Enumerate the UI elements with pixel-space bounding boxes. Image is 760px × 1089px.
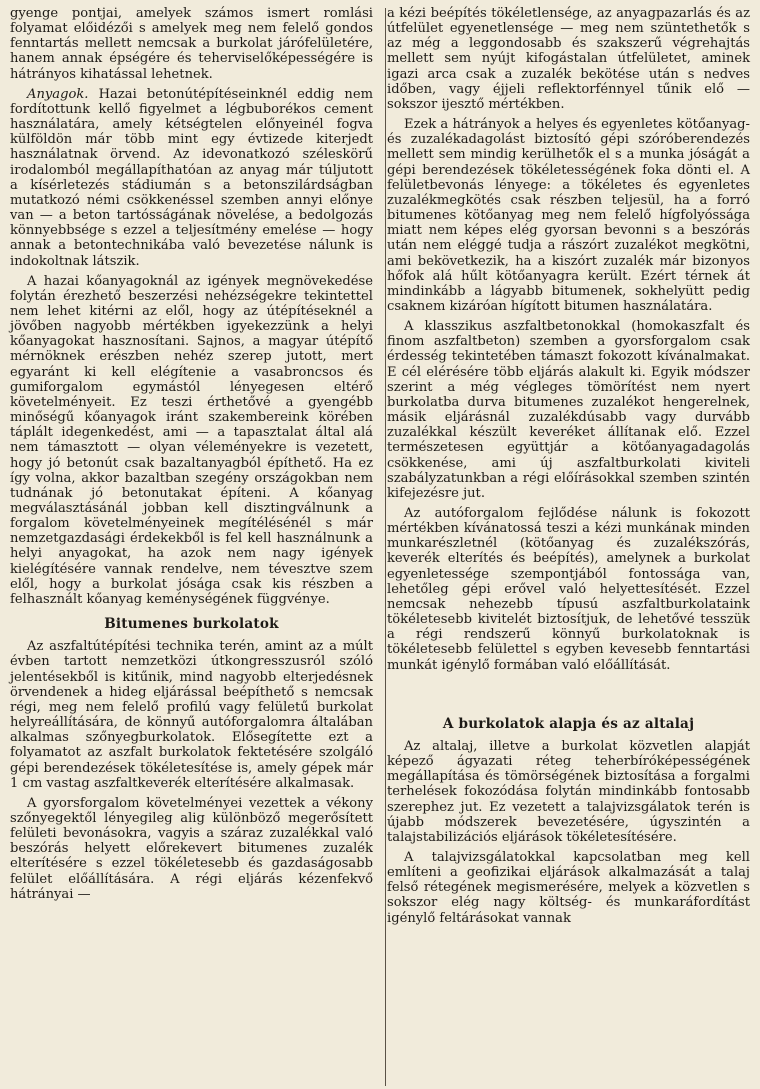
paragraph: A gyorsforgalom követelményei vezettek a vékony szőnyegektől lényegileg alig különböző megerősített felületi bevonásokra, vagyis a száraz zuzalékkal való beszórás helyett előrekevert bitumenes zuzalék elterítésére s ezzel tökéletesebb és gazdaságosabb felület előállítására. A régi eljárás kézenfekvő hátrányai —: [10, 795, 373, 902]
paragraph: A klasszikus aszfaltbetonokkal (homokaszfalt és finom aszfaltbeton) szemben a gyorsforgalom csak érdesség tekintetében támaszt fokozott kívánalmakat. E cél elérésére több eljárás alakult ki. Egyik módszer szerint a még végleges tömörítést nem nyert burkolatba durva bitumenes zuzalékot hengerelnek, másik eljárásnál zuzalékdúsabb vagy durvább zuzalékkal készült keveréket állítanak elő. Ezzel természetesen együttjár a kötőanyagadagolás csökkenése, ami új aszfaltburkolati kiviteli szabályzatunkban a régi előírásokkal szemben szintén kifejezésre jut.: [387, 319, 750, 501]
section-heading-bitumen: Bitumenes burkolatok: [104, 616, 279, 633]
paragraph: Ezek a hátrányok a helyes és egyenletes kötőanyag- és zuzalékadagolást biztosító gépi szóróberendezés mellett sem mindig kerülhetők el s a munka jóságát a gépi berendezések tökéletességének foka dönti el. A felületbevonás lényege: a tökéletes és egyenletes zuzalékmegkötés csak részben teljesül, ha a forró bitumenes kötőanyag meg nem felelő hígfolyóssága miatt nem képes elég gyorsan bevonni s a beszórás után nem eléggé tudja a rászórt zuzalékot megkötni, ami bekövetkezik, ha a kiszórt zuzalék már bizonyos hőfok alá hűlt kötőanyagra került. Ezért térnek át mindinkább a lágyabb bitumenek, sokhelyütt pedig csaknem kizáróan hígított bitumen használatára.: [387, 117, 750, 314]
paragraph: a kézi beépítés tökéletlensége, az anyagpazarlás és az útfelület egyenetlensége — meg nem szüntethetők s az még a leggondosabb és szakszerű végrehajtás mellett sem nyújt kifogástalan útfelületet, aminek igazi arca csak a zuzalék bekötése után s nedves időben, vagy éjjeli reflektorfénnyel tűnik elő — sokszor ijesztő mértékben.: [387, 6, 750, 112]
paragraph-text: Hazai betonútépítéseinknél eddig nem fordítottunk kellő figyelmet a légbuborékos cement használatára, amely kétségtelen előnyeinél fogva külföldön már több mint egy évtizede kiterjedt használatnak örvend. Az idevonatkozó széleskörű irodalomból megállapíthatóan az anyag már túljutott a kísérletezés stádiumán s a betonszilárdságban mutatkozó némi csökkenéssel szemben annyi előnye van — a beton tartósságának növelése, a bedolgozás könnyebbsége s ezzel a teljesítmény emelése — hogy annak a betontechnikába való bevezetése nálunk is indokoltnak látszik.: [10, 86, 373, 269]
paragraph: Az autóforgalom fejlődése nálunk is fokozott mértékben kívánatossá teszi a kézi munkának minden munkarészletnél (kötőanyag és zuzalékszórás, keverék elterítés és beépítés), amelynek a burkolat egyenletessége szempontjából fontossága van, lehetőleg gépi erővel való helyettesítését. Ezzel nemcsak nehezebb típusú aszfaltburkolataink tökéletesebb kivitelét biztosítjuk, de lehetővé tesszük a régi rendszerű könnyű burkolatoknak is tökéletesebb felülettel s egyben kevesebb fenntartási munkát igénylő formában való előállítását.: [387, 506, 750, 673]
paragraph: gyenge pontjai, amelyek számos ismert romlási folyamat előidézői s amelyek meg nem felelő gondos fenntartás mellett nemcsak a burkolat járófelületére, hanem annak épségére és teherviselőképességére is hátrányos kihatással lehetnek.: [10, 6, 373, 82]
paragraph: Az altalaj, illetve a burkolat közvetlen alapját képező ágyazati réteg teherbíróképességének megállapítása és tömörségének biztosítása a forgalmi terhelések fokozódása folytán mindinkább fontosabb szerephez jut. Ez vezetett a talajvizsgálatok terén is újabb módszerek bevezetésére, úgyszintén a talajstabilizációs eljárások tökéletesítésére.: [387, 738, 750, 845]
column-divider: [385, 8, 386, 1086]
section-heading-foundation: A burkolatok alapja és az altalaj: [442, 715, 695, 732]
paragraph: Az aszfaltútépítési technika terén, amint az a múlt évben tartott nemzetközi útkongresszusról szóló jelentésekből is kitűnik, mind nagyobb elterjedésnek örvendenek a hideg eljárással beépíthető s nemcsak régi, meg nem felelő profilú vagy felületű burkolat helyreállítására, de könnyű autóforgalomra általában alkalmas szőnyegburkolatok. Elősegítette ezt a folyamatot az aszfalt burkolatok fektetésére szolgáló gépi berendezések tökéletesítése is, amely gépek már 1 cm vastag aszfaltkeverék elterítésére alkalmasak.: [10, 639, 373, 791]
run-in-heading-materials: Anyagok.: [27, 86, 89, 102]
paragraph: A talajvizsgálatokkal kapcsolatban meg kell említeni a geofizikai eljárások alkalmazását a talaj felső rétegének megismerésére, melyek a közvetlen s sokszor elég nagy költség- és munkaráfordítást igénylő feltárásokat vannak: [387, 849, 750, 926]
left-column: [10, 6, 373, 1089]
paragraph-materials: [10, 87, 373, 269]
right-column: [387, 6, 750, 1089]
paragraph: A hazai kőanyagoknál az igények megnövekedése folytán érezhető beszerzési nehézségekre tekintettel nem lehet kitérni az elől, hogy az útépítéseknél a jövőben nagyobb mértékben igyekezzünk a helyi kőanyagokat hasznosítani. Sajnos, a magyar útépítő mérnöknek erészben nehéz szerep jutott, mert egyaránt ki kell elégítenie a vasabroncsos és gumiforgalom egymástól lényegesen eltérő követelményeit. Ez teszi érthetővé a gyengébb minőségű kőanyagok iránt szakembereink körében táplált idegenkedést, ami — a tapasztalat által alá nem támasztott — olyan véleményekre is vezetett, hogy jó betonút csak bazaltanyagból építhető. Ha ez így volna, akkor bazaltban szegény országokban nem tudnának jó betonutakat építeni. A kőanyag megválasztásánál jobban kell disztingválnunk a forgalom követelményeinek megítélésénél s már nemzetgazdasági érdekekből is fel kell használnunk a helyi anyagokat, ha azok nem nagy igények kielégítésére vannak rendelve, nem tévesztve szem elől, hogy a burkolat jósága csak kis részben a felhasznált kőanyag keménységének függvénye.: [10, 273, 373, 607]
